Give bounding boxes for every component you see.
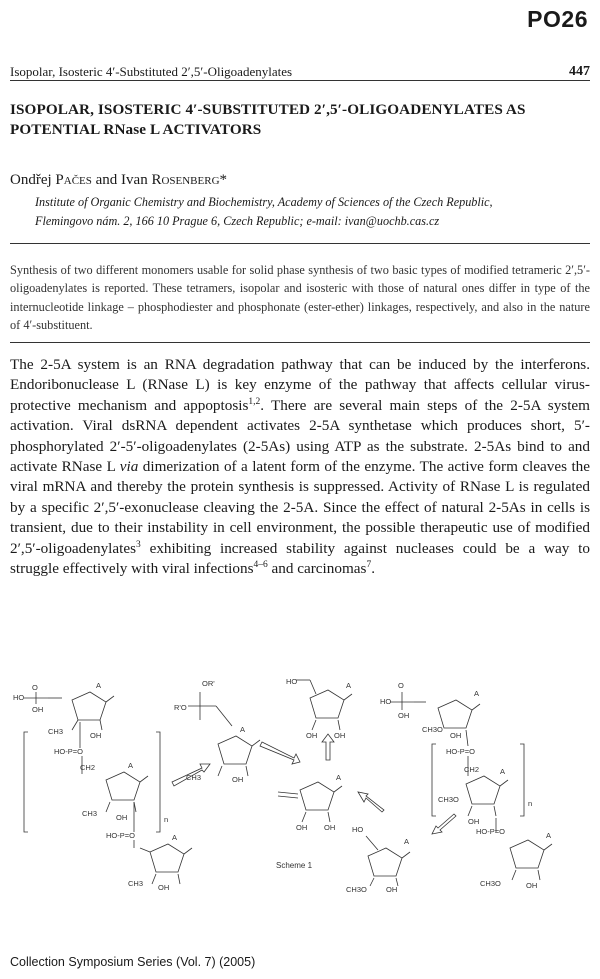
scheme-label: OR' xyxy=(202,679,215,688)
scheme-label: HO xyxy=(380,697,392,706)
scheme-label: HO-P=O xyxy=(54,747,83,756)
ref-superscript: 4–6 xyxy=(253,560,268,570)
affiliation-line-1: Institute of Organic Chemistry and Biochemistry, Academy of Sciences of the Czech Republic, xyxy=(35,195,493,209)
body-paragraph xyxy=(10,355,590,579)
scheme-label: CH2 xyxy=(464,765,480,774)
author-and: and xyxy=(91,172,122,188)
author-1-first: Ondřej xyxy=(10,172,56,188)
scheme-label: HO xyxy=(286,677,298,686)
author-line xyxy=(10,172,227,189)
scheme-label: OH xyxy=(32,705,44,714)
scheme-label: A xyxy=(500,767,506,776)
author-2-first: Ivan xyxy=(121,172,152,188)
affiliation-line-2: Flemingovo nám. 2, 166 10 Prague 6, Czech Republic; e-mail: ivan@uochb.cas.cz xyxy=(35,214,440,228)
scheme-label: OH xyxy=(386,885,398,894)
scheme-label: OH xyxy=(398,711,410,720)
scheme-label: OH xyxy=(324,823,336,832)
scheme-label: CH2 xyxy=(80,763,96,772)
scheme-label: HO-P=O xyxy=(476,827,505,836)
scheme-label: A xyxy=(546,831,552,840)
scheme-label: A xyxy=(404,837,410,846)
scheme-label: CH3 xyxy=(48,727,64,736)
scheme-label: A xyxy=(96,681,102,690)
scheme-labels xyxy=(13,677,551,894)
scheme-label: CH3 xyxy=(186,773,202,782)
scheme-label: CH3O xyxy=(346,885,367,894)
scheme-label: OH xyxy=(90,731,102,740)
scheme-label: O xyxy=(32,683,38,692)
scheme-label: A xyxy=(172,833,178,842)
scheme-label: R'O xyxy=(174,703,187,712)
scheme-label: OH xyxy=(306,731,318,740)
body-italic-via: via xyxy=(119,458,139,476)
scheme-label: A xyxy=(346,681,352,690)
scheme-label: OH xyxy=(334,731,346,740)
scheme-label: n xyxy=(164,815,169,824)
abstract-rule-top xyxy=(10,243,590,244)
paper-code: PO26 xyxy=(527,6,588,32)
scheme-label: O xyxy=(398,681,404,690)
page-footer: Collection Symposium Series (Vol. 7) (2005) xyxy=(10,955,256,969)
scheme-label: OH xyxy=(296,823,308,832)
scheme-label: HO-P=O xyxy=(446,747,475,756)
scheme-label: HO xyxy=(352,825,364,834)
body-text-3: dimerization of a latent form of the enzyme. The active form cleaves the viral mRNA and thereby the protein synthesis is suppressed. Activity of RNase L is regulated by a specific 2′,5′-exonuclease cleaving the 2-5A. Since the effect of natural 2-5As in cells is transient, due to their instability in cell environment, the possible therapeutic use of modified 2′,5′-oligoadenylates xyxy=(10,458,590,557)
scheme-label: OH xyxy=(116,813,128,822)
scheme-1-figure xyxy=(10,672,590,894)
scheme-label: A xyxy=(336,773,342,782)
scheme-label: HO xyxy=(13,693,25,702)
corresponding-star: * xyxy=(219,172,228,188)
article-title: ISOPOLAR, ISOSTERIC 4′-SUBSTITUTED 2′,5′-OLIGOADENYLATES AS POTENTIAL RNase L ACTIVATORS xyxy=(10,101,526,138)
body-text-5: and carcinomas xyxy=(267,560,367,578)
author-2-last: Rosenberg xyxy=(151,172,220,188)
scheme-label: CH3O xyxy=(422,725,443,734)
scheme-label: n xyxy=(528,799,533,808)
scheme-label: CH3O xyxy=(480,879,501,888)
running-header xyxy=(10,58,590,80)
scheme-label: HO-P=O xyxy=(106,831,135,840)
scheme-label: A xyxy=(240,725,246,734)
scheme-label: OH xyxy=(450,731,462,740)
ref-superscript: 7 xyxy=(366,560,372,570)
scheme-label: A xyxy=(128,761,134,770)
scheme-label: CH3O xyxy=(438,795,459,804)
body-text-4: exhibiting increased stability against nucleases could be a way to struggle effectively with viral infections xyxy=(10,539,590,578)
header-rule xyxy=(10,80,590,81)
running-title: Isopolar, Isosteric 4′-Substituted 2′,5′-Oligoadenylates xyxy=(10,64,293,79)
abstract-rule-bottom xyxy=(10,342,590,343)
scheme-label: A xyxy=(474,689,480,698)
body-text-6: . xyxy=(371,560,375,578)
abstract: Synthesis of two different monomers usable for solid phase synthesis of two basic types of modified tetrameric 2′,5′-oligoadenylates is reported. These tetramers, isopolar and isosteric with those of natural ones differ in type of the internucleotide linkage – phosphodiester and phosphonate (ester-ether) linkages, respectively, and also in the nature of 4′-substituent. xyxy=(10,263,590,333)
ref-superscript: 1,2 xyxy=(248,396,261,407)
scheme-label: CH3 xyxy=(82,809,98,818)
author-1-last: Pačes xyxy=(55,172,92,188)
ref-superscript: 3 xyxy=(136,539,141,550)
scheme-label: OH xyxy=(158,883,170,892)
scheme-label: OH xyxy=(468,817,480,826)
scheme-label: OH xyxy=(232,775,244,784)
page-number: 447 xyxy=(569,64,590,79)
scheme-caption: Scheme 1 xyxy=(276,861,313,870)
scheme-label: CH3 xyxy=(128,879,144,888)
scheme-label: OH xyxy=(526,881,538,890)
body-text-1: The 2-5A system is an RNA degradation pathway that can be induced by the interferons. Endoribonuclease L (RNase L) is key enzyme of the pathway that affects cellular virus-protective mechanism and appoptosis xyxy=(10,356,590,414)
affiliation xyxy=(35,193,595,231)
body-text-2: . There are several main steps of the 2-5A system activation. Viral dsRNA dependent activates 2-5A synthetase which produces short, 5′-phosphorylated 2′-5′-oligoadenylates (2-5As) using ATP as the substrate. 2-5As bind to and activate RNase L xyxy=(10,396,590,476)
